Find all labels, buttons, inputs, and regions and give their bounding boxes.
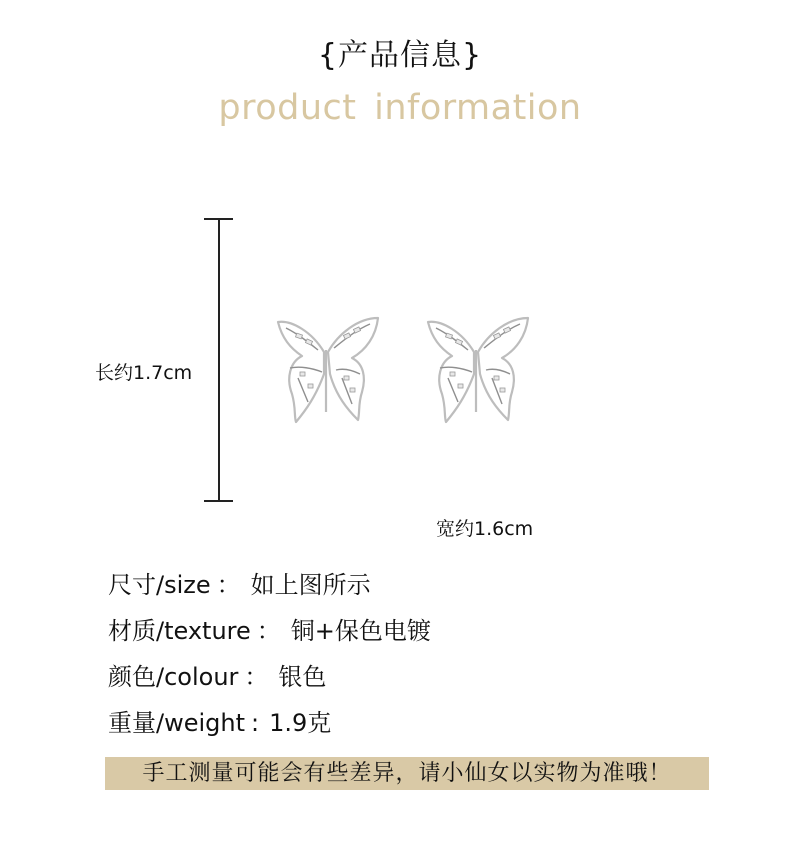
spec-value: 1.9克 (269, 709, 332, 737)
spec-list (108, 562, 431, 746)
spec-row-size (108, 562, 431, 608)
spec-separator: ： (216, 571, 241, 599)
spec-key: 重量/weight (108, 709, 246, 737)
spec-value: 铜+保色电镀 (290, 617, 431, 645)
title-chinese: {产品信息} (317, 38, 483, 73)
spec-separator: ： (256, 617, 281, 645)
measurement-note-banner: 手工测量可能会有些差异，请小仙女以实物为准哦！ (105, 757, 709, 790)
length-ruler (218, 218, 220, 501)
spec-separator: ： (244, 663, 269, 691)
spec-value: 银色 (278, 663, 327, 691)
length-label: 长约1.7cm (95, 362, 193, 384)
spec-row-weight (108, 700, 431, 746)
spec-key: 材质/texture (108, 617, 251, 645)
ruler-bottom-cap (204, 500, 233, 502)
spec-value: 如上图所示 (250, 571, 371, 599)
spec-row-colour (108, 654, 431, 700)
spec-row-texture (108, 608, 431, 654)
butterfly-earring-right-image (422, 312, 532, 427)
width-label: 宽约1.6cm (436, 518, 534, 540)
spec-separator: : (251, 709, 260, 737)
spec-key: 尺寸/size (108, 571, 211, 599)
title-english: product information (218, 88, 582, 128)
butterfly-earring-left-image (272, 312, 382, 427)
spec-key: 颜色/colour (108, 663, 239, 691)
